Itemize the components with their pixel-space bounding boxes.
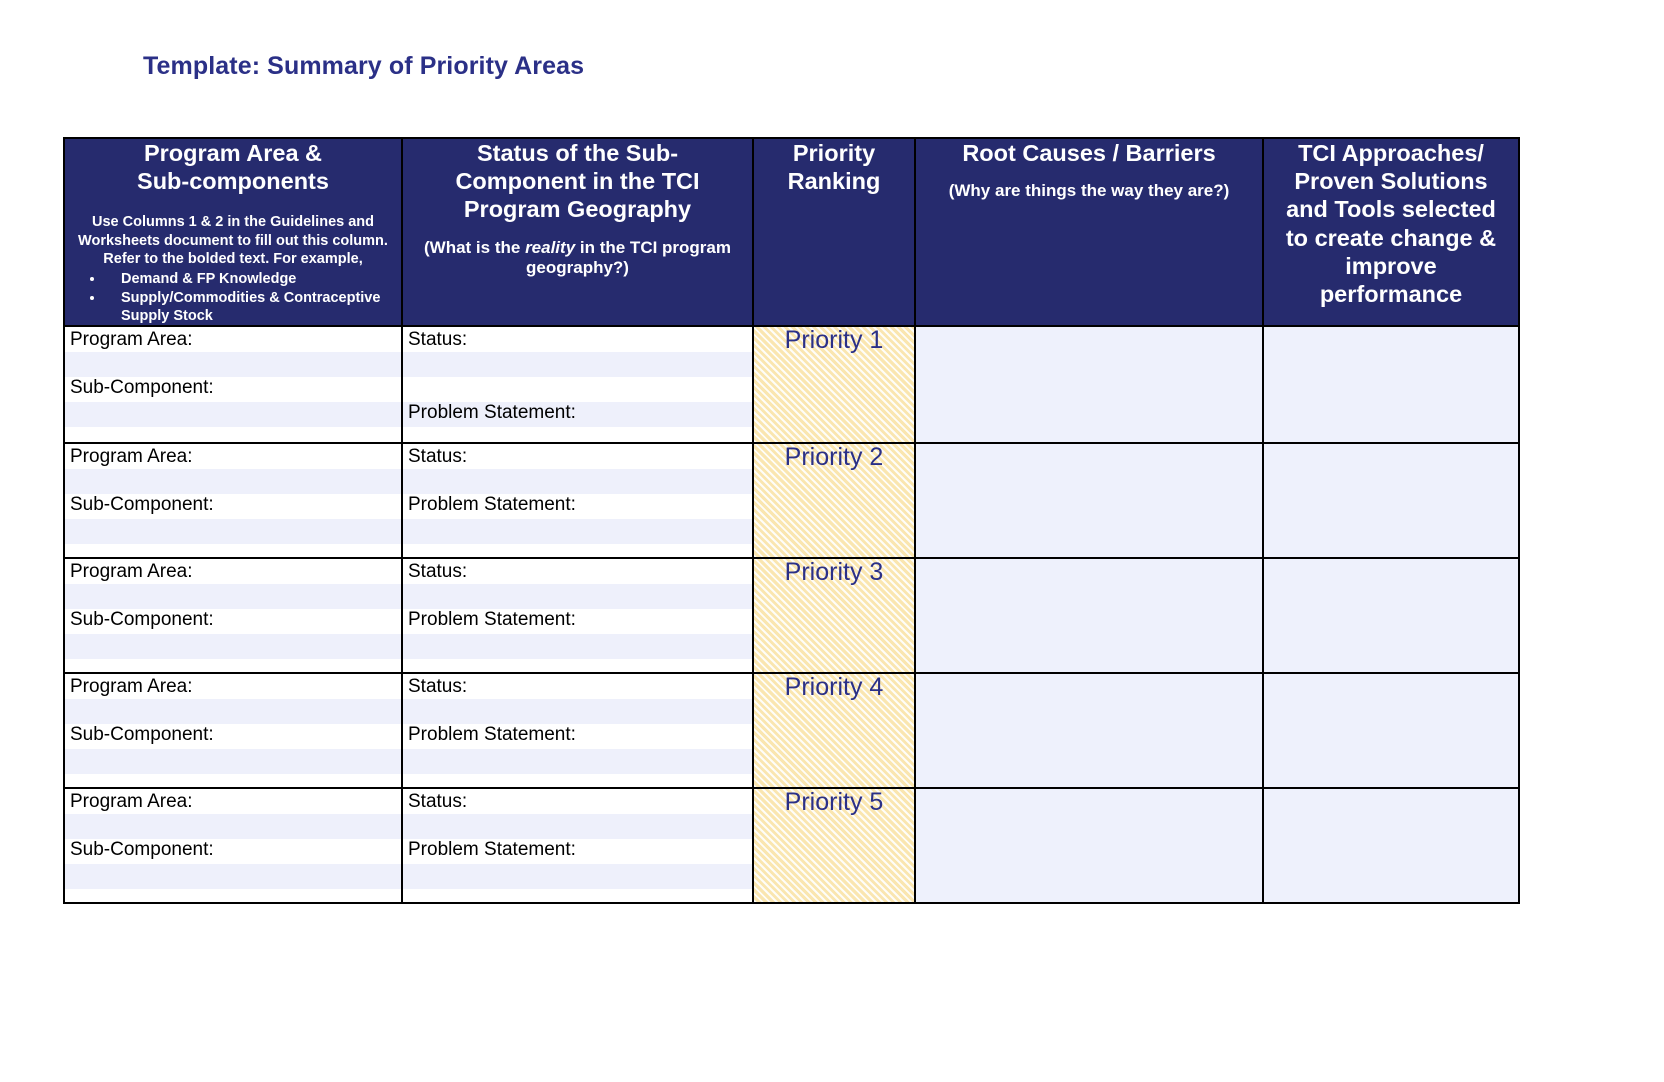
cell-priority-ranking[interactable] [753,673,915,788]
column-header-program-area-title [65,139,401,195]
problem-statement-label: Problem Statement: [408,494,576,516]
cell-priority-ranking[interactable] [753,443,915,558]
header-title-line-2: Ranking [787,168,881,195]
column-header-root-causes-title [916,139,1262,167]
column-header-status-subtitle [403,238,752,279]
root-causes-cell-content [916,327,1262,442]
status-cell-content [403,559,752,672]
cell-priority-ranking[interactable] [753,326,915,443]
sub-component-label: Sub-Component: [70,609,214,631]
header-example-bullet-list [65,270,401,325]
column-header-root-causes [915,138,1263,326]
root-causes-cell-content [916,674,1262,787]
header-subtitle-emphasis: reality [525,237,576,257]
cell-root-causes[interactable] [915,673,1263,788]
priority-label: Priority 3 [784,558,884,587]
column-header-status-title [403,139,752,224]
cell-priority-ranking[interactable] [753,788,915,903]
priority-label: Priority 2 [784,443,884,472]
header-title-line-1: Root Causes / Barriers [962,140,1216,166]
status-label: Status: [408,446,468,468]
cell-priority-ranking[interactable] [753,558,915,673]
header-title-line-2: Sub-components [137,168,329,195]
problem-statement-label: Problem Statement: [408,724,576,746]
page-title: Template: Summary of Priority Areas [143,52,585,80]
table-row [64,673,1519,788]
program-area-label: Program Area: [70,329,193,351]
header-subtitle-suffix: in the TCI program geography?) [526,237,731,278]
header-row [64,138,1519,326]
tci-approaches-cell-content [1264,674,1518,787]
header-title-line-1: Program Area & [143,140,323,166]
header-title-line-6: performance [1319,280,1463,307]
tci-approaches-cell-content [1264,559,1518,672]
tci-approaches-cell-content [1264,327,1518,442]
program-area-cell-content [65,559,401,672]
column-header-program-area [64,138,402,326]
sub-component-label: Sub-Component: [70,724,214,746]
sub-component-label: Sub-Component: [70,494,214,516]
problem-statement-label: Problem Statement: [408,609,576,631]
header-note-line-3: Refer to the bolded text. For example, [103,250,363,267]
program-area-label: Program Area: [70,561,193,583]
header-title-line-1: Status of the Sub- [476,140,679,166]
cell-program-area[interactable] [64,443,402,558]
tci-approaches-cell-content [1264,444,1518,557]
cell-root-causes[interactable] [915,788,1263,903]
header-subtitle-prefix: (What is the [424,237,526,257]
table-row [64,326,1519,443]
cell-status[interactable] [402,788,753,903]
program-area-cell-content [65,327,401,442]
table-row [64,788,1519,903]
sub-component-label: Sub-Component: [70,377,214,399]
priority-label: Priority 5 [784,788,884,817]
root-causes-cell-content [916,559,1262,672]
cell-tci-approaches[interactable] [1263,673,1519,788]
header-title-line-2: Component in the TCI [455,168,700,195]
header-note-line-2: Worksheets document to fill out this column. [78,232,388,249]
cell-tci-approaches[interactable] [1263,326,1519,443]
problem-statement-label: Problem Statement: [408,402,576,424]
program-area-label: Program Area: [70,446,193,468]
program-area-cell-content [65,444,401,557]
program-area-label: Program Area: [70,676,193,698]
header-title-line-2: Proven Solutions [1294,168,1488,195]
status-cell-content [403,327,752,442]
status-label: Status: [408,561,468,583]
cell-root-causes[interactable] [915,443,1263,558]
header-title-line-3: Program Geography [463,196,692,223]
header-title-line-1: Priority [792,140,876,166]
cell-program-area[interactable] [64,788,402,903]
column-header-program-area-note [65,213,401,325]
status-label: Status: [408,791,468,813]
header-title-line-3: and Tools selected [1286,196,1496,223]
column-header-status [402,138,753,326]
cell-program-area[interactable] [64,326,402,443]
sub-component-label: Sub-Component: [70,839,214,861]
status-label: Status: [408,329,468,351]
priority-label: Priority 1 [784,326,884,355]
priority-label: Priority 4 [784,673,884,702]
status-cell-content [403,674,752,787]
header-example-bullet: • Supply/Commodities & Contraceptive Supply Stock [105,289,401,325]
program-area-label: Program Area: [70,791,193,813]
cell-status[interactable] [402,326,753,443]
header-example-bullet: • Demand & FP Knowledge [105,270,401,288]
column-header-priority-ranking [753,138,915,326]
status-cell-content [403,789,752,902]
problem-statement-label: Problem Statement: [408,839,576,861]
header-title-line-4: to create change & [1285,224,1497,251]
cell-program-area[interactable] [64,673,402,788]
root-causes-cell-content [916,789,1262,902]
cell-root-causes[interactable] [915,326,1263,443]
cell-status[interactable] [402,443,753,558]
table-row [64,443,1519,558]
cell-status[interactable] [402,673,753,788]
header-title-line-1: TCI Approaches/ [1298,140,1484,166]
program-area-cell-content [65,674,401,787]
column-header-tci-approaches-title [1264,139,1518,308]
cell-root-causes[interactable] [915,558,1263,673]
cell-program-area[interactable] [64,558,402,673]
program-area-cell-content [65,789,401,902]
priority-areas-table-container [63,137,1518,904]
cell-tci-approaches[interactable] [1263,788,1519,903]
table-row [64,558,1519,673]
table-header [64,138,1519,326]
status-cell-content [403,444,752,557]
header-note-line-1: Use Columns 1 & 2 in the Guidelines and [92,214,374,231]
root-causes-cell-content [916,444,1262,557]
column-header-tci-approaches [1263,138,1519,326]
table-body [64,326,1519,903]
column-header-priority-ranking-title [754,139,914,195]
tci-approaches-cell-content [1264,789,1518,902]
cell-tci-approaches[interactable] [1263,443,1519,558]
header-title-line-5: improve [1345,252,1437,279]
column-header-root-causes-subtitle: (Why are things the way they are?) [948,181,1230,201]
cell-tci-approaches[interactable] [1263,558,1519,673]
status-label: Status: [408,676,468,698]
cell-status[interactable] [402,558,753,673]
priority-areas-table [63,137,1520,904]
